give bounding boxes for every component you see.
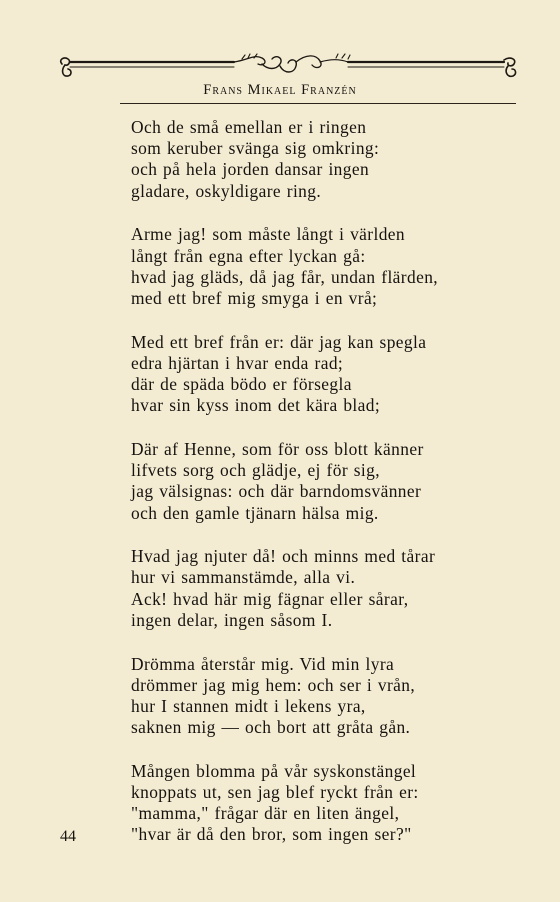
stanza: [131, 224, 476, 309]
poem-line: jag välsignas: och där barndomsvänner: [131, 481, 422, 502]
poem-line: gladare, oskyldigare ring.: [131, 180, 322, 201]
stanza: [131, 654, 476, 739]
poem-line: hvad jag gläds, då jag får, undan flärden,: [131, 266, 439, 287]
stanza: [131, 761, 476, 846]
poem-line: Och de små emellan er i ringen: [131, 117, 367, 137]
poem-line: där de späda bödo er försegla: [131, 374, 352, 395]
poem-line: hur vi sammanstämde, alla vi.: [131, 567, 356, 588]
poem-line: drömmer jag mig hem: och ser i vrån,: [131, 674, 416, 695]
poem-line: med ett bref mig smyga i en vrå;: [131, 287, 378, 308]
poem-line: långt från egna efter lyckan gå:: [131, 245, 366, 266]
poem-line: hvar sin kyss inom det kära blad;: [131, 395, 381, 416]
poem-line: "mamma," frågar där en liten ängel,: [131, 803, 400, 824]
poem-line: som keruber svänga sig omkring:: [131, 138, 380, 159]
poem-line: Där af Henne, som för oss blott känner: [131, 438, 424, 459]
stanza: [131, 332, 476, 417]
poem-line: lifvets sorg och glädje, ej för sig,: [131, 460, 381, 481]
poem-line: Drömma återstår mig. Vid min lyra: [131, 653, 395, 674]
poem-line: och den gamle tjänarn hälsa mig.: [131, 502, 379, 523]
header-ornament: [58, 50, 520, 82]
poem-line: Med ett bref från er: där jag kan spegla: [131, 331, 427, 352]
poem-line: Hvad jag njuter då! och minns med tårar: [131, 546, 436, 567]
stanza: [131, 439, 476, 524]
header-rule: [120, 103, 516, 104]
stanza: [131, 546, 476, 631]
poem-line: knoppats ut, sen jag blef ryckt från er:: [131, 782, 419, 803]
poem-line: Arme jag! som måste långt i världen: [131, 224, 406, 245]
poem-line: Ack! hvad här mig fägnar eller sårar,: [131, 588, 409, 609]
page-number: 44: [60, 828, 76, 845]
stanza: [131, 117, 476, 202]
poem-line: saknen mig — och bort att gråta gån.: [131, 717, 411, 738]
poem-line: ingen delar, ingen såsom I.: [131, 609, 333, 630]
poem-line: edra hjärtan i hvar enda rad;: [131, 352, 344, 373]
poem-line: "hvar är då den bror, som ingen ser?": [131, 824, 412, 845]
running-head: Frans Mikael Franzén: [203, 82, 357, 98]
poem-line: och på hela jorden dansar ingen: [131, 159, 370, 180]
poem-line: Mången blomma på vår syskonstängel: [131, 760, 417, 781]
poem: [131, 117, 476, 868]
poem-line: hur I stannen midt i lekens yra,: [131, 695, 366, 716]
